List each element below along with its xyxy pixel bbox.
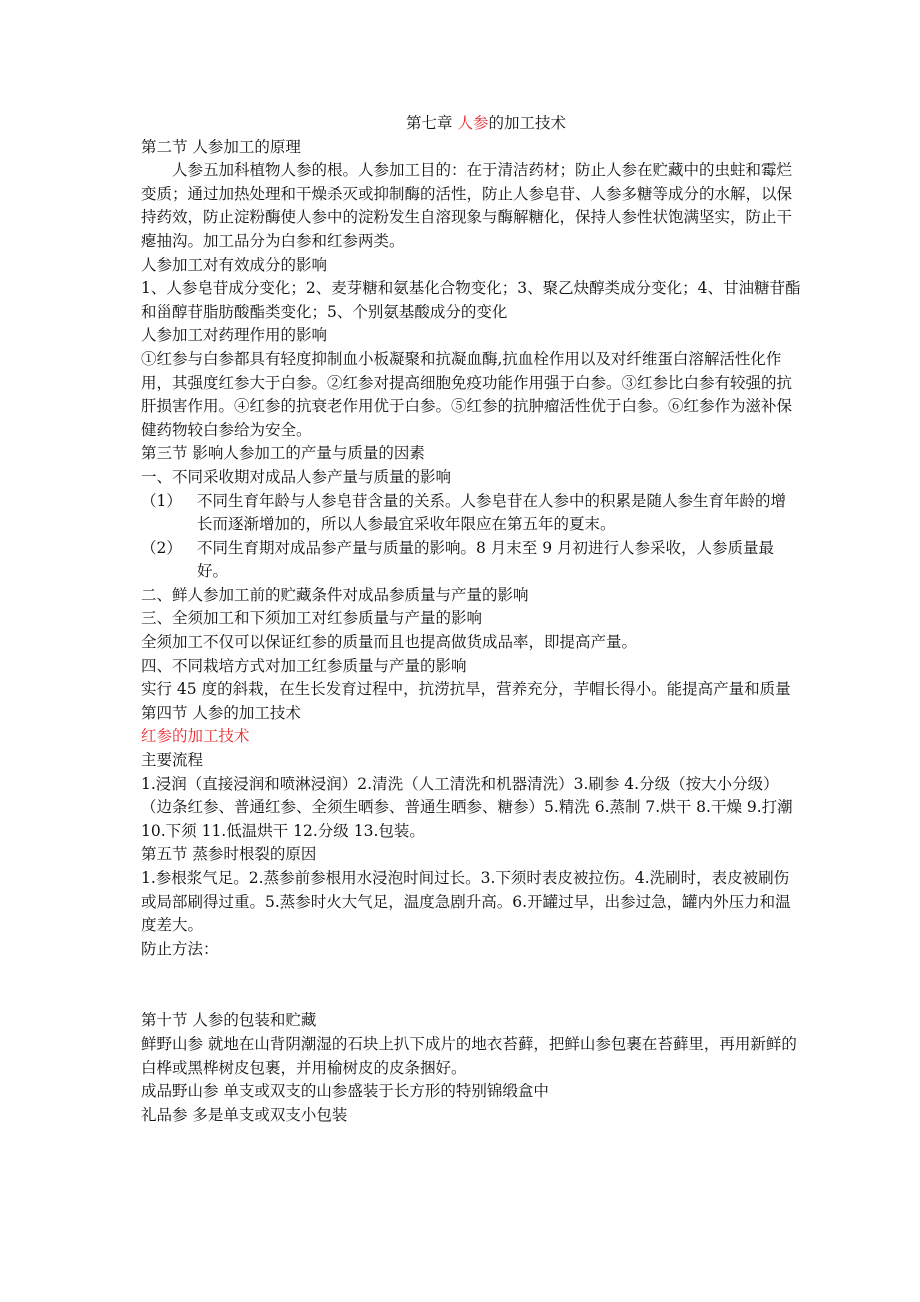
effect-heading: 人参加工对有效成分的影响: [141, 255, 328, 274]
section-3-item-2: 二、鲜人参加工前的贮藏条件对成品参质量与产量的影响: [141, 585, 529, 604]
blank-space: [141, 961, 801, 1009]
section-3-item-3-text: 全须加工不仅可以保证红参的质量而且也提高做货成品率，即提高产量。: [141, 633, 638, 652]
section-4-red-subheading: 红参的加工技术: [141, 727, 250, 746]
finished-ginseng-line: 成品野山参 单支或双支的山参盛装于长方形的特别锦缎盒中: [141, 1082, 549, 1101]
chapter-title-suffix: 的加工技术: [488, 114, 566, 132]
pharmacology-paragraph: ①红参与白参都具有轻度抑制血小板凝聚和抗凝血酶,抗血栓作用以及对纤维蛋白溶解活性化作用，其强度红参大于白参。②红参对提高细胞免疫功能作用强于白参。③红参比白参有较强的抗肝损害作用。④红参的抗衰老作用优于白参。⑤红参的抗肿瘤活性优于白参。⑥红参作为滋补保健药物较白参给为安全。: [141, 349, 793, 439]
chapter-title-prefix: 第七章: [406, 114, 458, 132]
section-3-subitem-2: [141, 537, 801, 584]
subitem-text: 不同生育年龄与人参皂苷含量的关系。人参皂苷在人参中的积累是随人参生育年龄的增长而逐渐增加的，所以人参最宜采收年限应在第五年的夏末。: [197, 491, 787, 534]
section-2-heading: 第二节 人参加工的原理: [141, 137, 301, 156]
section-3-item-3: 三、全须加工和下须加工对红参质量与产量的影响: [141, 609, 483, 628]
subitem-text: 不同生育期对成品参产量与质量的影响。8 月末至 9 月初进行人参采收，人参质量最好。: [197, 538, 775, 581]
process-flow-label: 主要流程: [141, 751, 204, 770]
pharmacology-heading: 人参加工对药理作用的影响: [141, 326, 328, 345]
section-5-text: 1.参根浆气足。2.蒸参前参根用水浸泡时间过长。3.下须时表皮被拉伤。4.洗刷时，表皮被刷伤或局部刷得过重。5.蒸参时火大气足，温度急剧升高。6.开罐过早，出参过急，罐内外压力和温度差大。: [141, 869, 791, 935]
section-4-heading: 第四节 人参的加工技术: [141, 703, 301, 722]
subitem-number: （2）: [141, 538, 182, 557]
prevention-label: 防止方法：: [141, 939, 219, 958]
section-3-item-4: 四、不同栽培方式对加工红参质量与产量的影响: [141, 656, 467, 675]
chapter-title-highlight: 人参: [457, 114, 489, 132]
section-3-item-1: 一、不同采收期对成品人参产量与质量的影响: [141, 467, 452, 486]
section-3-subitem-1: [141, 490, 801, 537]
subitem-number: （1）: [141, 491, 182, 510]
section-3-heading: 第三节 影响人参加工的产量与质量的因素: [141, 444, 425, 463]
process-flow-text: 1.浸润（直接浸润和喷淋浸润）2.清洗（人工清洗和机器清洗）3.刷参 4.分级（按大小分级）（边条红参、普通红参、全须生晒参、普通生晒参、糖参）5.精洗 6.蒸制 7.烘干 8.干燥 9.打潮 10.下须 11.低温烘干 12.分级 13.包装。: [141, 774, 793, 840]
wild-ginseng-paragraph: 鲜野山参 就地在山背阴潮湿的石块上扒下成片的地衣苔藓，把鲜山参包裹在苔藓里，再用新鲜的白桦或黑桦树皮包裹，并用榆树皮的皮条捆好。: [141, 1034, 797, 1077]
document-page: [141, 112, 801, 1127]
chapter-title: [141, 112, 801, 136]
section-3-item-4-text: 实行 45 度的斜栽，在生长发育过程中，抗涝抗旱，营养充分，芋帽长得小。能提高产量和质量: [141, 680, 791, 699]
gift-ginseng-line: 礼品参 多是单支或双支小包装: [141, 1105, 348, 1124]
section-10-heading: 第十节 人参的包装和贮藏: [141, 1011, 317, 1030]
section-2-paragraph: 人参五加科植物人参的根。人参加工目的：在于清洁药材；防止人参在贮藏中的虫蛀和霉烂变质；通过加热处理和干燥杀灭或抑制酶的活性，防止人参皂苷、人参多糖等成分的水解，以保持药效，防止淀粉酶使人参中的淀粉发生自溶现象与酶解糖化，保持人参性状饱满坚实，防止干瘪抽沟。加工品分为白参和红参两类。: [141, 161, 793, 250]
effect-paragraph: 1、人参皂苷成分变化；2、麦芽糖和氨基化合物变化；3、聚乙炔醇类成分变化；4、甘油糖苷酯和甾醇苷脂肪酸酯类变化；5、个别氨基酸成分的变化: [141, 279, 801, 321]
section-5-heading: 第五节 蒸参时根裂的原因: [141, 845, 317, 864]
